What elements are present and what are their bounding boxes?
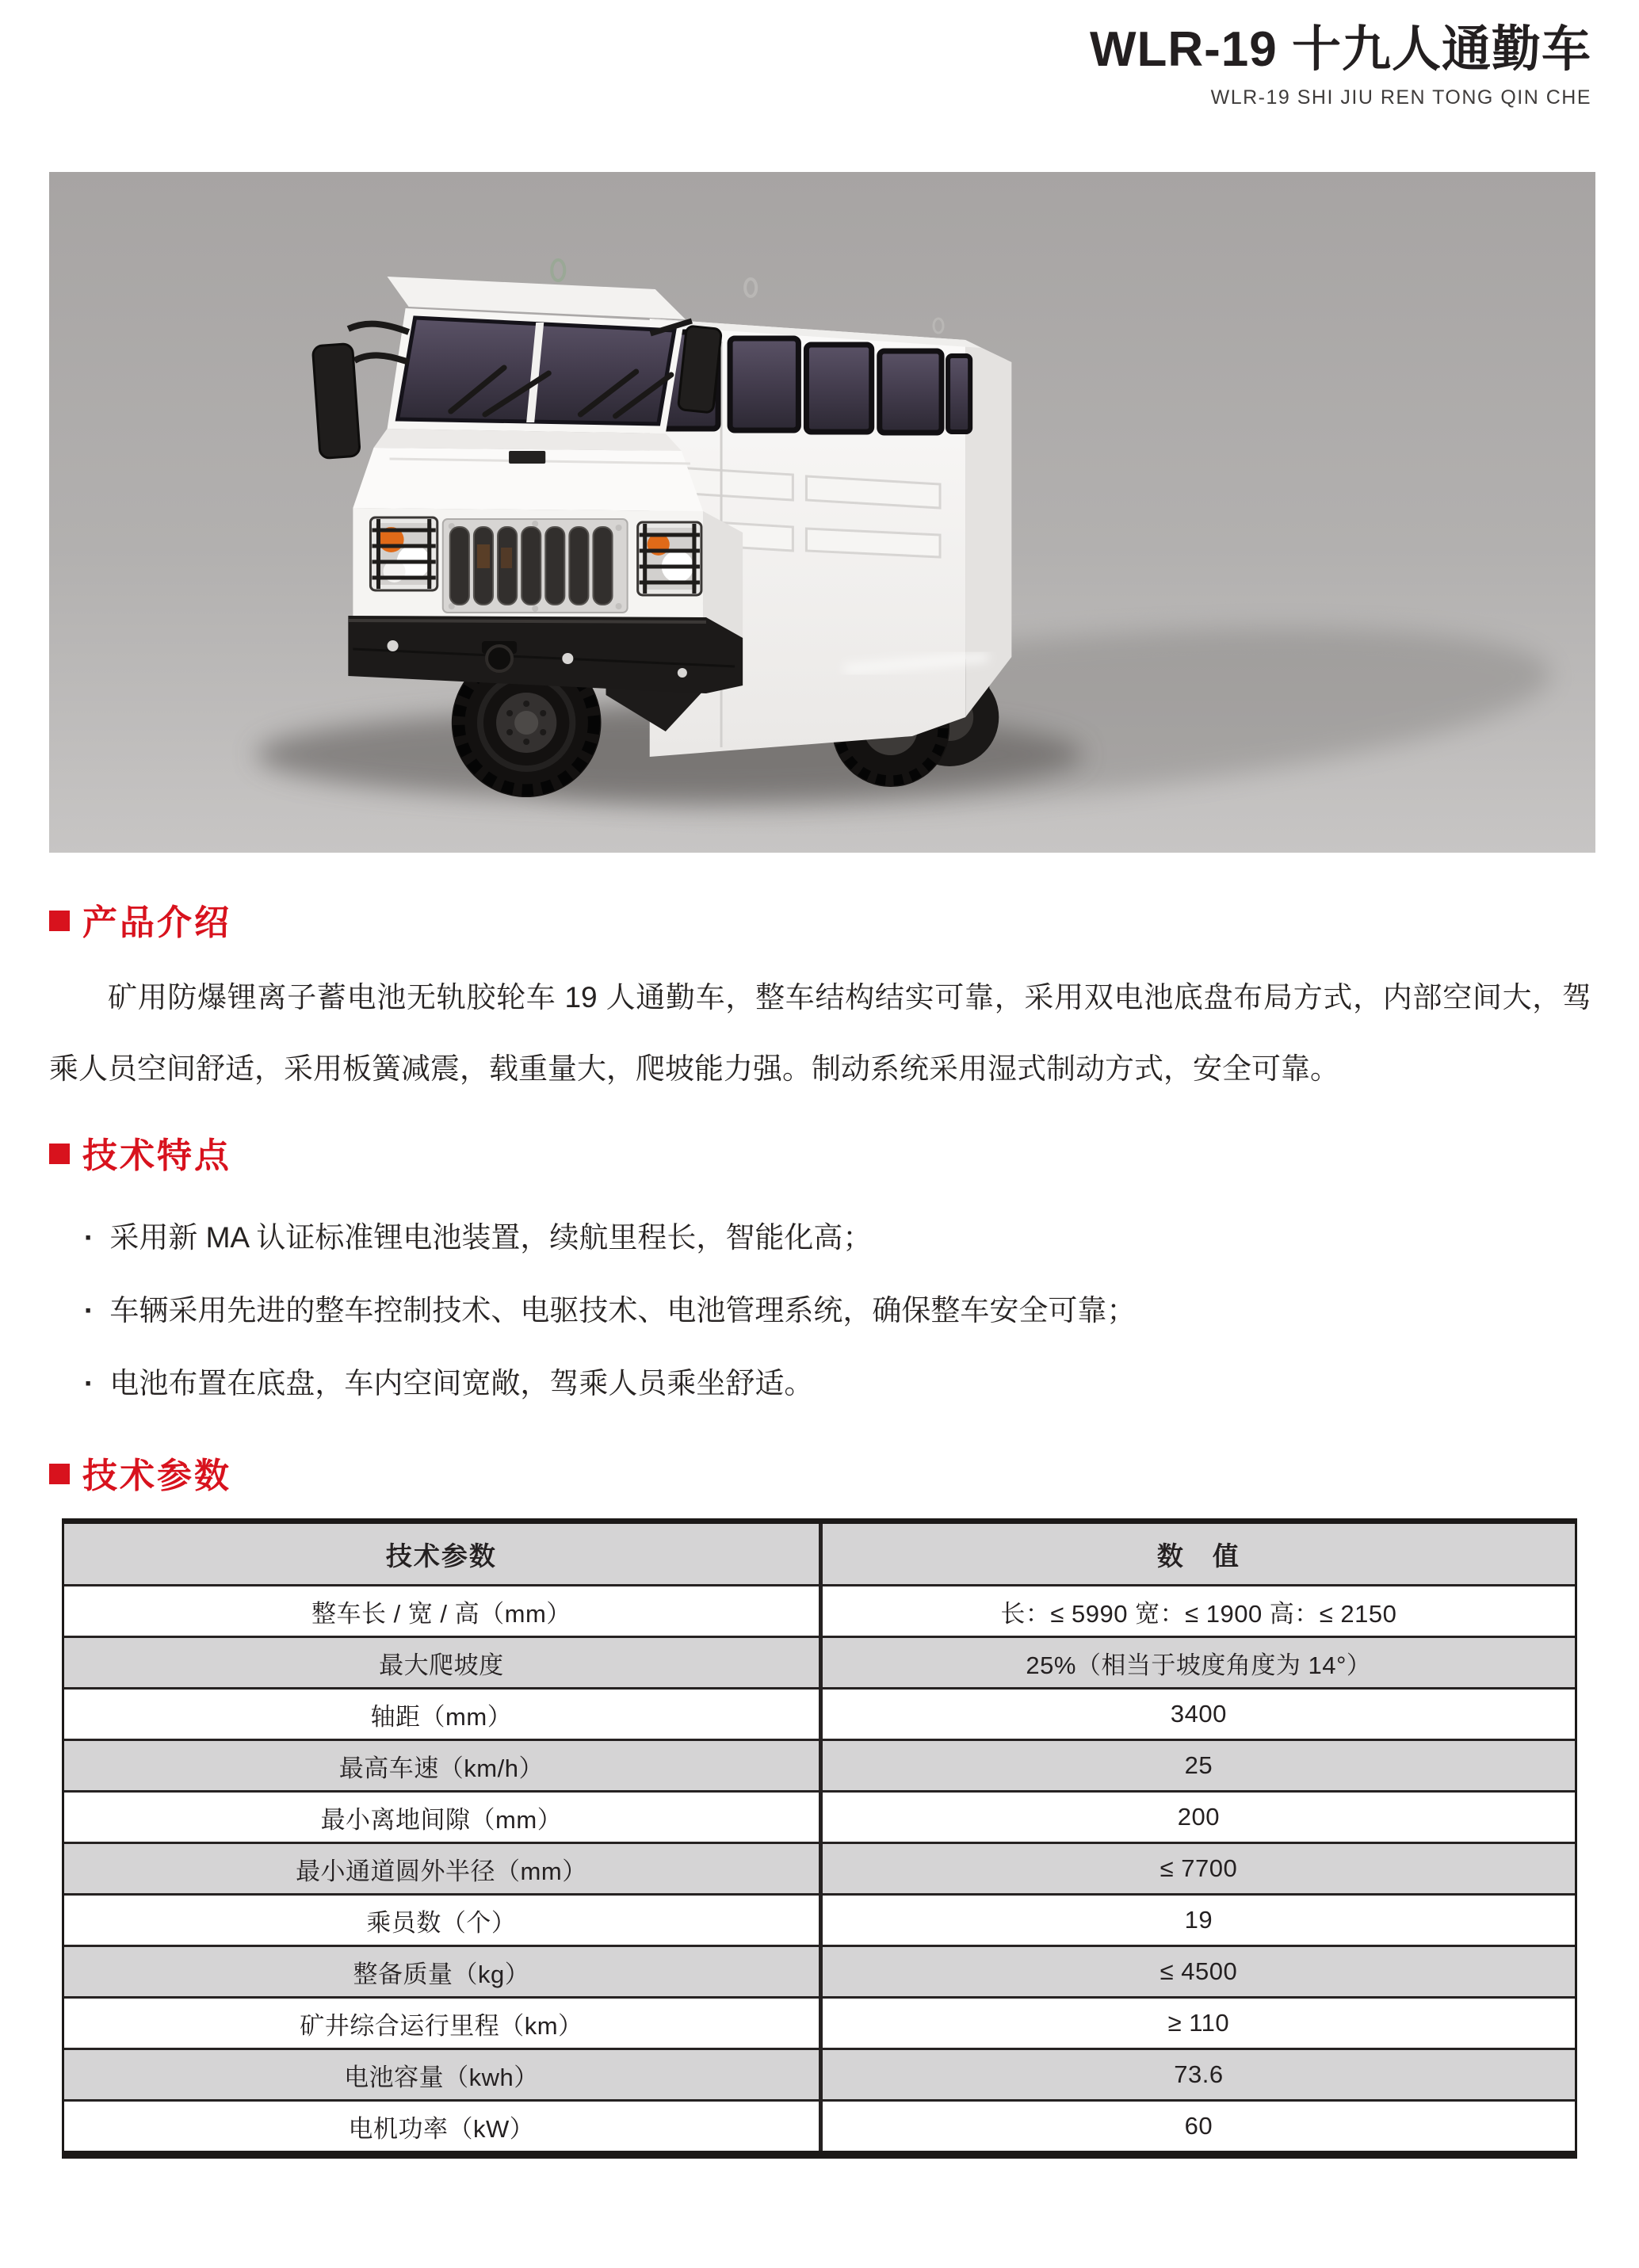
table-row: [64, 2099, 1575, 2151]
section-features-heading: [49, 1130, 1591, 1174]
spec-value: ≤ 4500: [1160, 1957, 1238, 1985]
headlight-left: [370, 517, 437, 590]
page-title: WLR-19 十九人通勤车: [1089, 22, 1591, 77]
spec-value: 25%（相当于坡度角度为 14°）: [1026, 1651, 1372, 1679]
spec-label: 乘员数（个）: [64, 1896, 823, 1945]
spec-label: 最小离地间隙（mm）: [64, 1793, 823, 1842]
spec-value: ≥ 110: [1167, 2009, 1230, 2037]
feature-item: [49, 1274, 1591, 1347]
feature-item: [49, 1347, 1591, 1420]
spec-value: 长：≤ 5990 宽：≤ 1900 高：≤ 2150: [1000, 1599, 1397, 1628]
spec-label: 最大爬坡度: [64, 1638, 823, 1687]
table-row: [64, 1893, 1575, 1945]
red-square-bullet-icon: [49, 911, 70, 931]
table-row: [64, 1584, 1575, 1636]
red-square-bullet-icon: [49, 1144, 70, 1164]
red-square-bullet-icon: [49, 1464, 70, 1484]
page-subtitle: WLR-19 SHI JIU REN TONG QIN CHE: [1210, 86, 1591, 109]
spec-value: ≤ 7700: [1160, 1854, 1238, 1882]
document-header: [49, 19, 1591, 111]
spec-label: 轴距（mm）: [64, 1690, 823, 1739]
feature-item: [49, 1201, 1591, 1274]
spec-value: 3400: [1170, 1700, 1227, 1728]
front-grille: [443, 519, 628, 613]
section-intro-heading: [49, 897, 1591, 941]
section-title: 产品介绍: [82, 903, 231, 942]
spec-table-header-row: [64, 1524, 1575, 1584]
spec-label: 整车长 / 宽 / 高（mm）: [64, 1586, 823, 1636]
vehicle-render-svg: [49, 172, 1595, 853]
table-row: [64, 1739, 1575, 1790]
vehicle-render-image: [49, 172, 1595, 853]
section-title: 技术特点: [82, 1136, 231, 1175]
section-specs-heading: [49, 1450, 1591, 1495]
spec-header-parameter: 技术参数: [64, 1524, 823, 1584]
table-row: [64, 1636, 1575, 1687]
feature-text: 采用新 MA 认证标准锂电池装置，续航里程长，智能化高；: [109, 1221, 873, 1254]
spec-sheet-page: [0, 19, 1639, 2268]
spec-value: 200: [1177, 1803, 1221, 1831]
section-title: 技术参数: [82, 1457, 231, 1495]
table-row: [64, 1996, 1575, 2048]
middot-bullet-icon: ·: [84, 1367, 94, 1399]
middot-bullet-icon: ·: [84, 1294, 94, 1327]
intro-paragraph: 矿用防爆锂离子蓄电池无轨胶轮车 19 人通勤车，整车结构结实可靠，采用双电池底盘布局方式，内部空间大，驾乘人员空间舒适，采用板簧减震，载重量大，爬坡能力强。制动系统采用湿式制动方式，安全可靠。: [49, 981, 1591, 1085]
table-row: [64, 2048, 1575, 2099]
spec-value: 25: [1184, 1751, 1213, 1779]
middot-bullet-icon: ·: [84, 1221, 94, 1254]
spec-label: 整备质量（kg）: [64, 1947, 823, 1996]
table-row: [64, 1790, 1575, 1842]
table-row: [64, 1687, 1575, 1739]
feature-text: 车辆采用先进的整车控制技术、电驱技术、电池管理系统，确保整车安全可靠；: [109, 1294, 1137, 1327]
spec-label: 电机功率（kW）: [64, 2102, 823, 2151]
spec-value: 60: [1184, 2112, 1213, 2140]
table-row: [64, 1842, 1575, 1893]
spec-table: [62, 1518, 1577, 2159]
spec-value: 19: [1184, 1906, 1213, 1934]
headlight-right: [638, 522, 701, 595]
feature-list: [49, 1201, 1591, 1420]
spec-label: 最高车速（km/h）: [64, 1741, 823, 1790]
table-row: [64, 1945, 1575, 1996]
spec-header-value: 数 值: [1156, 1541, 1240, 1571]
feature-text: 电池布置在底盘，车内空间宽敞，驾乘人员乘坐舒适。: [109, 1367, 814, 1399]
spec-label: 最小通道圆外半径（mm）: [64, 1844, 823, 1893]
spec-value: 73.6: [1174, 2060, 1224, 2088]
spec-label: 矿井综合运行里程（km）: [64, 1999, 823, 2048]
spec-label: 电池容量（kwh）: [64, 2050, 823, 2099]
